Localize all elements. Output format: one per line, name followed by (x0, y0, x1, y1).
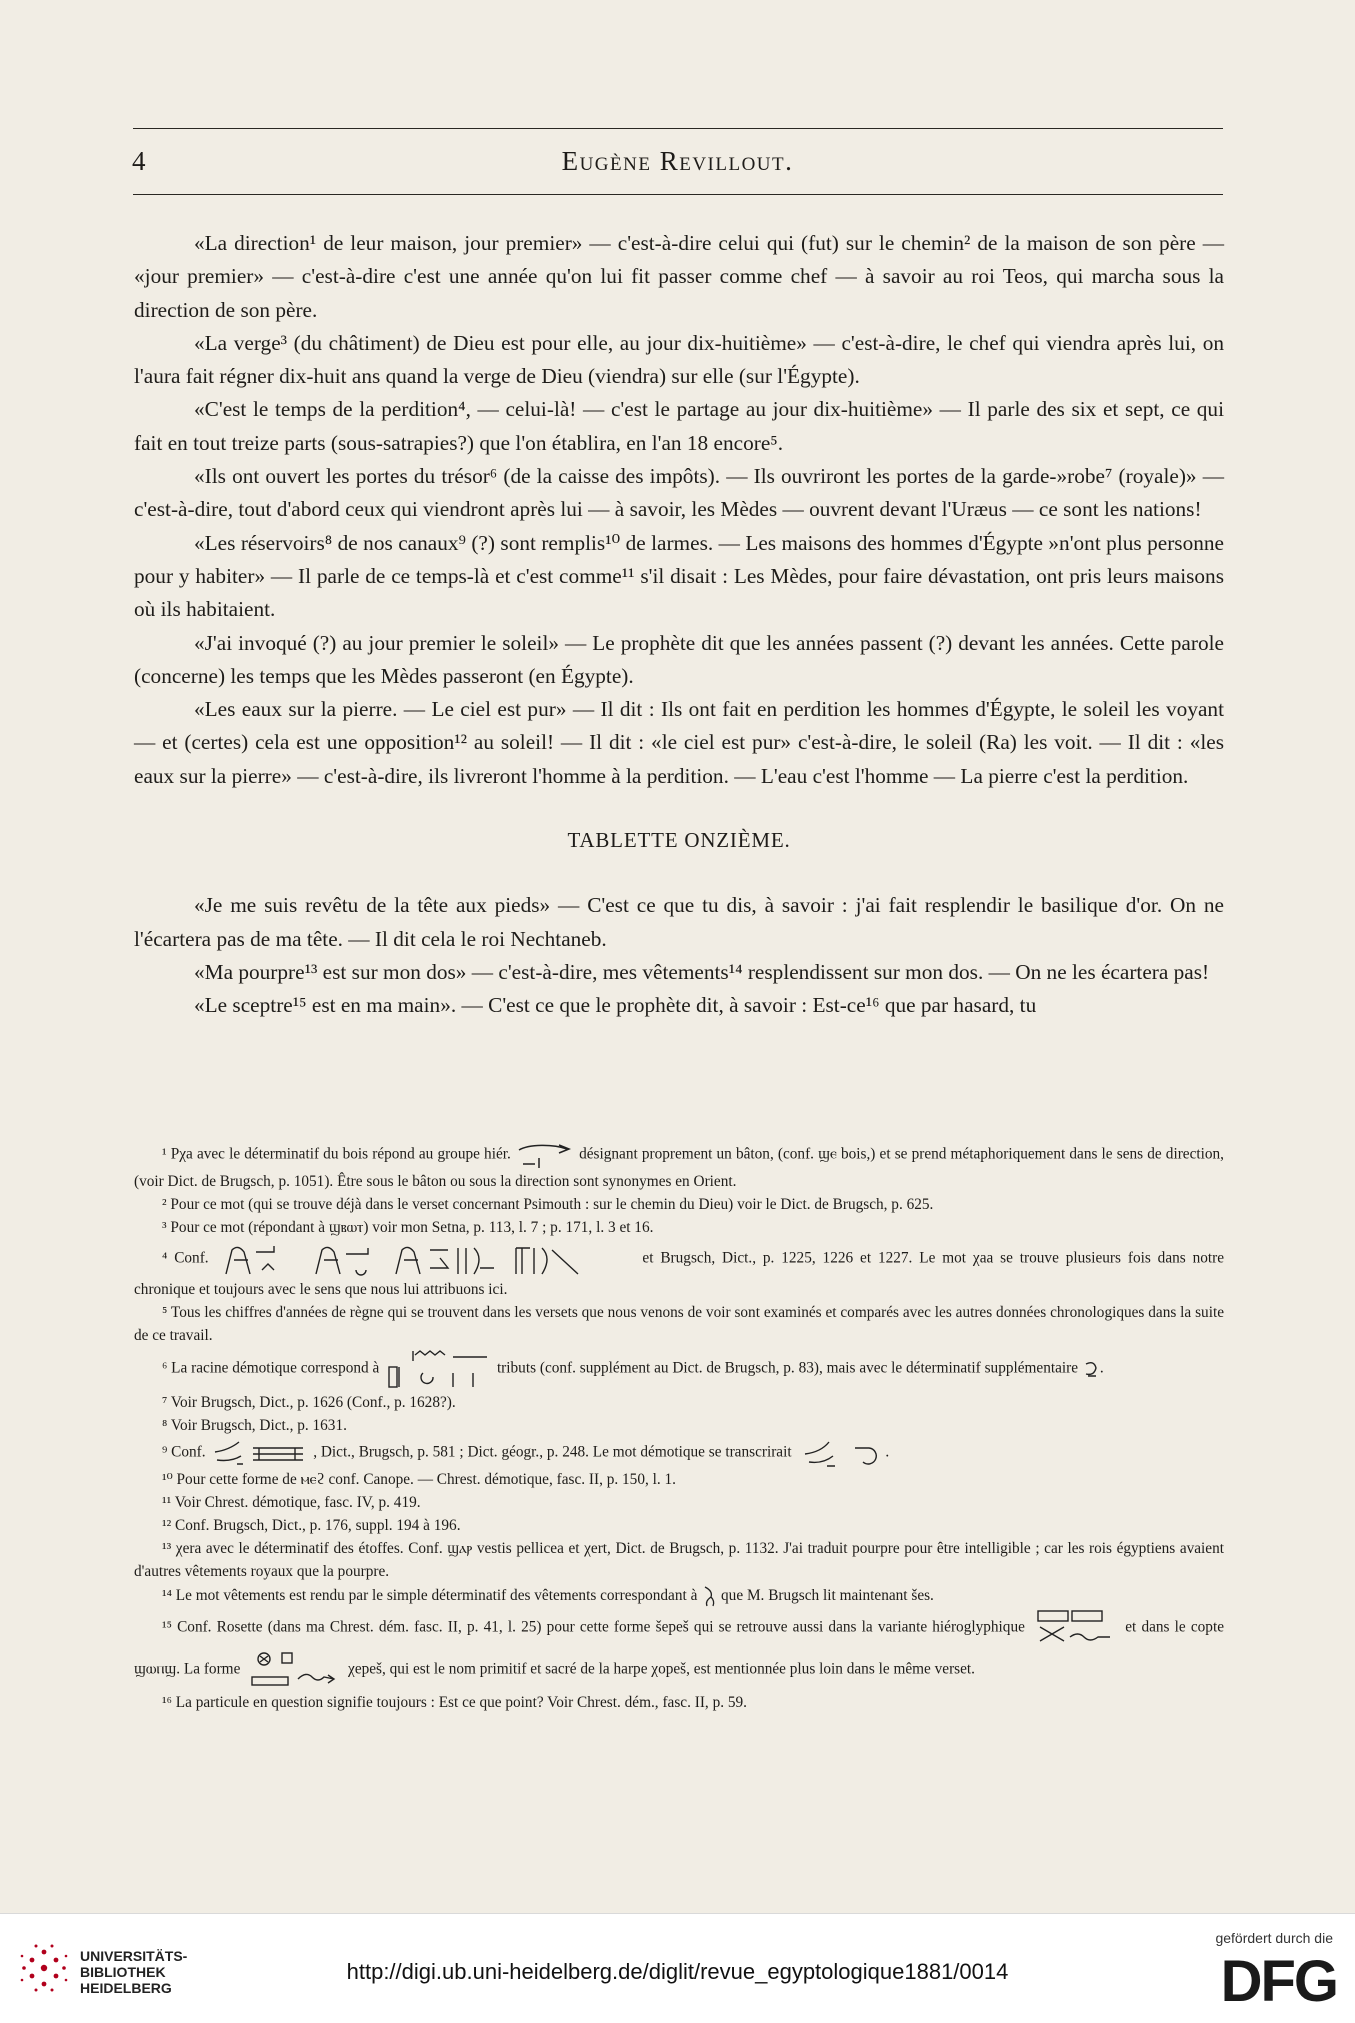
paragraph: «Les eaux sur la pierre. — Le ciel est pur» — Il dit : Ils ont fait en perdition les hommes d'Égypte, le soleil les voyant — et (certes) cela est une opposition¹² au soleil! — Il dit : «le ciel est pur» c'est-à-dire, le soleil (Ra) les voit. — Il dit : «les eaux sur la pierre» — c'est-à-dire, ils livreront l'homme à la perdition. — L'eau c'est l'homme — La pierre c'est la perdition. (134, 697, 1224, 788)
footnote: ¹⁰ Pour cette forme de ⲙⲉϩ conf. Canope. — Chrest. démotique, fasc. II, p. 150, l. 1. (162, 1470, 676, 1488)
section-title: TABLETTE ONZIÈME. (567, 828, 791, 853)
demotic-glyph (795, 1438, 885, 1468)
footnote: ⁸ Voir Brugsch, Dict., p. 1631. (162, 1417, 347, 1435)
page-number: 4 (132, 146, 146, 176)
footnote: ¹¹ Voir Chrest. démotique, fasc. IV, p. 419. (162, 1493, 421, 1511)
funding-note: gefördert durch die (1215, 1930, 1333, 1946)
paragraph: «C'est le temps de la perdition⁴, — celui-là! — c'est le partage au jour dix-huitième» — Il parle des six et sept, ce qui fait en tout treize parts (sous-satrapies?) que l'on établira, en l'an 18 encore⁵. (134, 397, 1224, 455)
footnote: ⁴ Conf. et Brugsch, Dict., p. 1225, 1226 et 1227. Le mot χaa se trouve plusieurs fois dans notre chronique et toujours avec le sens que nous lui attribuons ici. (134, 1240, 1224, 1301)
paragraph: «La verge³ (du châtiment) de Dieu est pour elle, au jour dix-huitième» — c'est-à-dire, le chef qui viendra après lui, on l'aura fait régner dix-huit ans quand la verge de Dieu (viendra) sur elle (sur l'Égypte). (134, 330, 1224, 389)
footnote: ¹⁴ Le mot vêtements est rendu par le simple déterminatif des vêtements correspondant à que M. Brugsch lit maintenant šes. (134, 1584, 1224, 1607)
header-rule-top (133, 128, 1223, 129)
footnote: ⁶ La racine démotique correspond à tributs (conf. supplément au Dict. de Brugsch, p. 83), mais avec le déterminatif supplémentaire . (134, 1347, 1224, 1391)
footnote: ¹⁵ Conf. Rosette (dans ma Chrest. dém. fasc. II, p. 41, l. 25) pour cette forme šepeš qui se retrouve aussi dans la variante hiéroglyphique et dans le copte ϣⲱⲡϣ. La forme χepeš, qui est le nom primitif et sacré de la harpe χopeš, est mentionnée plus loin dans le même verset. (134, 1607, 1224, 1691)
viewer-footer (0, 1913, 1355, 2023)
footnote: ⁷ Voir Brugsch, Dict., p. 1626 (Conf., p. 1628?). (162, 1394, 456, 1412)
footnote: ² Pour ce mot (qui se trouve déjà dans le verset concernant Psimouth : sur le chemin du Dieu) voir le Dict. de Brugsch, p. 625. (162, 1196, 934, 1214)
paragraph: «Ma pourpre¹³ est sur mon dos» — c'est-à-dire, mes vêtements¹⁴ resplendissent sur mon dos. — On ne les écartera pas! (194, 959, 1210, 984)
paragraph: «Les réservoirs⁸ de nos canaux⁹ (?) sont remplis¹⁰ de larmes. — Les maisons des hommes d'Égypte »n'ont plus personne pour y habiter» — Il parle de ce temps-là et c'est comme¹¹ s'il disait : Les Mèdes, pour faire dévastation, ont pris leurs maisons où ils habitaient. (134, 530, 1224, 622)
hieroglyph-group (383, 1347, 493, 1391)
library-name: UNIVERSITÄTS- BIBLIOTHEK HEIDELBERG (80, 1948, 188, 1996)
hieroglyph-group (1030, 1607, 1120, 1649)
paragraph: «J'ai invoqué (?) au jour premier le soleil» — Le prophète dit que les années passent (?) devant les années. Cette parole (concerne) les temps que les Mèdes passeront (en Égypte). (134, 630, 1224, 688)
determinative-glyph (1082, 1360, 1100, 1378)
paragraph: «Le sceptre¹⁵ est en ma main». — C'est ce que le prophète dit, à savoir : Est-ce¹⁶ que par hasard, tu (194, 993, 1037, 1018)
footnote: ¹⁶ La particule en question signifie toujours : Est ce que point? Voir Chrest. dém., fasc. II, p. 59. (162, 1694, 747, 1712)
paragraph: «Je me suis revêtu de la tête aux pieds» — C'est ce que tu dis, à savoir : j'ai fait resplendir le basilique d'or. On ne l'écartera pas de ma tête. — Il dit cela le roi Nechtaneb. (134, 893, 1224, 951)
hieroglyph-group (216, 1240, 636, 1278)
paragraph: «Ils ont ouvert les portes du trésor⁶ (de la caisse des impôts). — Ils ouvriront les portes de la garde-»robe⁷ (royale)» — c'est-à-dire, tout d'abord ceux qui viendront après lui — à savoir, les Mèdes — ouvrent devant l'Uræus — ce sont les nations! (134, 464, 1224, 522)
dfg-logo: DFG (1220, 1949, 1337, 2014)
running-title: Eugène Revillout. (561, 146, 794, 176)
footnotes (134, 1140, 1224, 1714)
paragraph: «La direction¹ de leur maison, jour premier» — c'est-à-dire celui qui (fut) sur le chemin² de la maison de son père — «jour premier» — c'est-à-dire c'est une année qu'on lui fit passer comme chef — à savoir au roi Teos, qui marcha sous la direction de son père. (134, 231, 1224, 322)
main-text (134, 227, 1224, 1023)
permalink-url[interactable]: http://digi.ub.uni-heidelberg.de/diglit/revue_egyptologique1881/0014 (346, 1959, 1009, 1984)
hieratic-glyph (515, 1140, 575, 1170)
footnote: ⁹ Conf. , Dict., Brugsch, p. 581 ; Dict. géogr., p. 248. Le mot démotique se transcrirait . (134, 1438, 1224, 1468)
footnote: ¹² Conf. Brugsch, Dict., p. 176, suppl. 194 à 196. (162, 1517, 461, 1535)
footnote: ³ Pour ce mot (répondant à ϣⲃⲱⲧ) voir mon Setna, p. 113, l. 7 ; p. 171, l. 3 et 16. (162, 1219, 654, 1237)
header-rule-bottom (133, 194, 1223, 195)
footnote: ¹³ χera avec le déterminatif des étoffes. Conf. ϣⲁⲣ vestis pellicea et χert, Dict. de Brugsch, p. 1132. J'ai traduit pourpre pour être intelligible ; car les rois égyptiens avaient d'autres vêtements royaux que la pourpre. (134, 1540, 1224, 1581)
hieroglyph-group (244, 1649, 344, 1691)
hieroglyph-group (209, 1438, 309, 1468)
footnote: ¹ Pχa avec le déterminatif du bois répond au groupe hiér. désignant proprement un bâton, (conf. ϣⲉ bois,) et se prend métaphoriquement dans le sens de direction, (voir Dict. de Brugsch, p. 1051). Être sous le bâton ou sous la direction sont synonymes en Orient. (134, 1140, 1224, 1193)
footnote: ⁵ Tous les chiffres d'années de règne qui se trouvent dans les versets que nous venons de voir sont examinés et comparés avec les autres données chronologiques dans la suite de ce travail. (134, 1303, 1224, 1345)
determinative-glyph (701, 1585, 717, 1607)
